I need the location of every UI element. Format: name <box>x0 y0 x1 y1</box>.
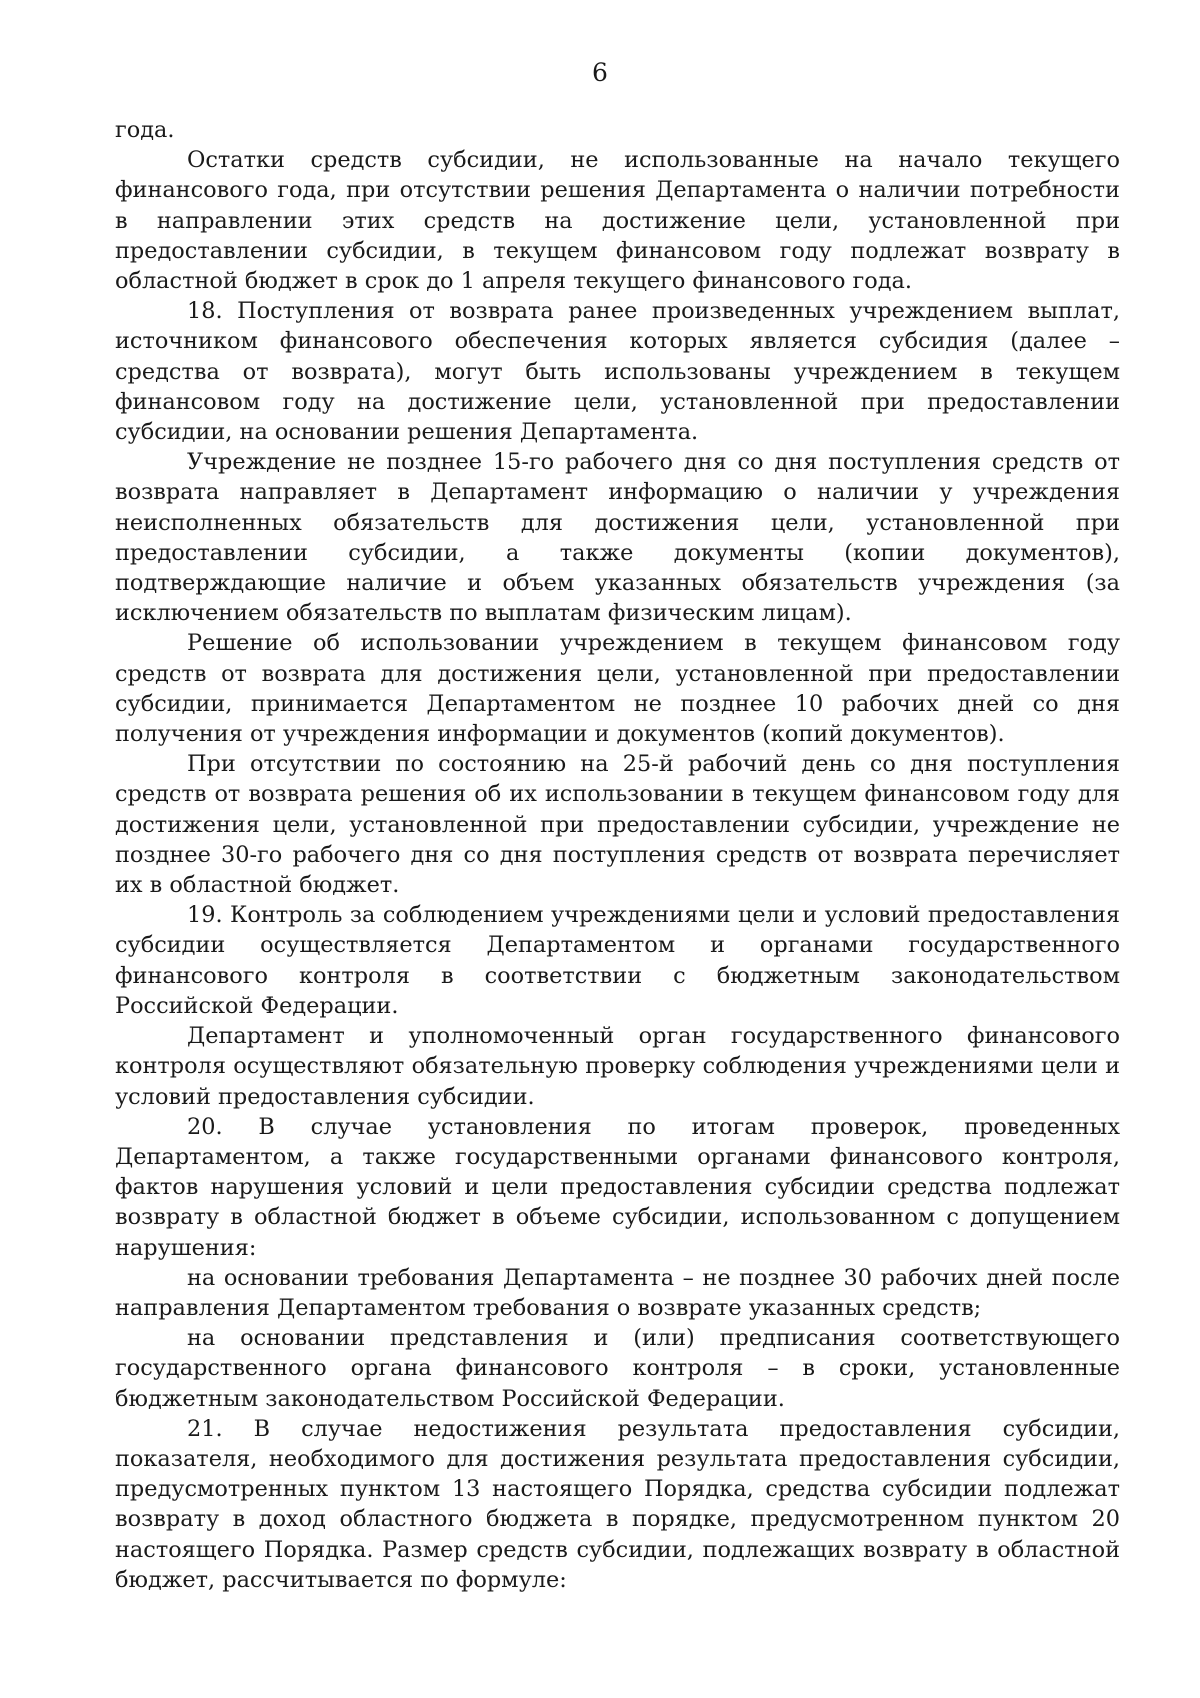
paragraph-continuation: года. <box>115 117 175 143</box>
paragraph-control-body-order: на основании представления и (или) предписания соответствующего государственного органа финансового контроля – в сроки, установленные бюджетным законодательством Российской Федерации. <box>115 1325 1120 1412</box>
paragraph-department-requirement: на основании требования Департамента – не позднее 30 рабочих дней после направления Департаментом требования о возврате указанных средств; <box>115 1264 1120 1321</box>
paragraph-item-21: 21. В случае недостижения результата предоставления субсидии, показателя, необходимого для достижения результата предоставления субсидии, предусмотренных пунктом 13 настоящего Порядка, средства субсидии подлежат возврату в доход областного бюджета в порядке, предусмотренном пунктом 20 настоящего Порядка. Размер средств субсидии, подлежащих возврату в областной бюджет, рассчитывается по формуле: <box>115 1415 1120 1593</box>
paragraph-subsidy-remainder: Остатки средств субсидии, не использованные на начало текущего финансового года, при отсутствии решения Департамента о наличии потребности в направлении этих средств на достижение цели, установленной при предоставлении субсидии, в текущем финансовом году подлежат возврату в областной бюджет в срок до 1 апреля текущего финансового года. <box>115 147 1120 295</box>
paragraph-item-18: 18. Поступления от возврата ранее произведенных учреждением выплат, источником финансового обеспечения которых является субсидия (далее – средства от возврата), могут быть использованы учреждением в текущем финансовом году на достижение цели, установленной при предоставлении субсидии, на основании решения Департамента. <box>115 298 1120 446</box>
paragraph-institution-info: Учреждение не позднее 15-го рабочего дня со дня поступления средств от возврата направляет в Департамент информацию о наличии у учреждения неисполненных обязательств для достижения цели, установленной при предоставлении субсидии, а также документы (копии документов), подтверждающие наличие и объем указанных обязательств учреждения (за исключением обязательств по выплатам физическим лицам). <box>115 449 1120 627</box>
paragraph-mandatory-check: Департамент и уполномоченный орган государственного финансового контроля осуществляют обязательную проверку соблюдения учреждениями цели и условий предоставления субсидии. <box>115 1023 1120 1110</box>
paragraph-no-decision-return: При отсутствии по состоянию на 25-й рабочий день со дня поступления средств от возврата решения об их использовании в текущем финансовом году для достижения цели, установленной при предоставлении субсидии, учреждение не позднее 30-го рабочего дня со дня поступления средств от возврата перечисляет их в областной бюджет. <box>115 751 1120 899</box>
paragraph-usage-decision: Решение об использовании учреждением в текущем финансовом году средств от возврата для достижения цели, установленной при предоставлении субсидии, принимается Департаментом не позднее 10 рабочих дней со дня получения от учреждения информации и документов (копий документов). <box>115 630 1120 748</box>
paragraph-item-20: 20. В случае установления по итогам проверок, проведенных Департаментом, а также государственными органами финансового контроля, фактов нарушения условий и цели предоставления субсидии средства подлежат возврату в областной бюджет в объеме субсидии, использованном с допущением нарушения: <box>115 1113 1120 1261</box>
document-body <box>115 115 1120 1595</box>
page-number: 6 <box>592 58 608 87</box>
paragraph-item-19: 19. Контроль за соблюдением учреждениями цели и условий предоставления субсидии осуществляется Департаментом и органами государственного финансового контроля в соответствии с бюджетным законодательством Российской Федерации. <box>115 902 1120 1019</box>
